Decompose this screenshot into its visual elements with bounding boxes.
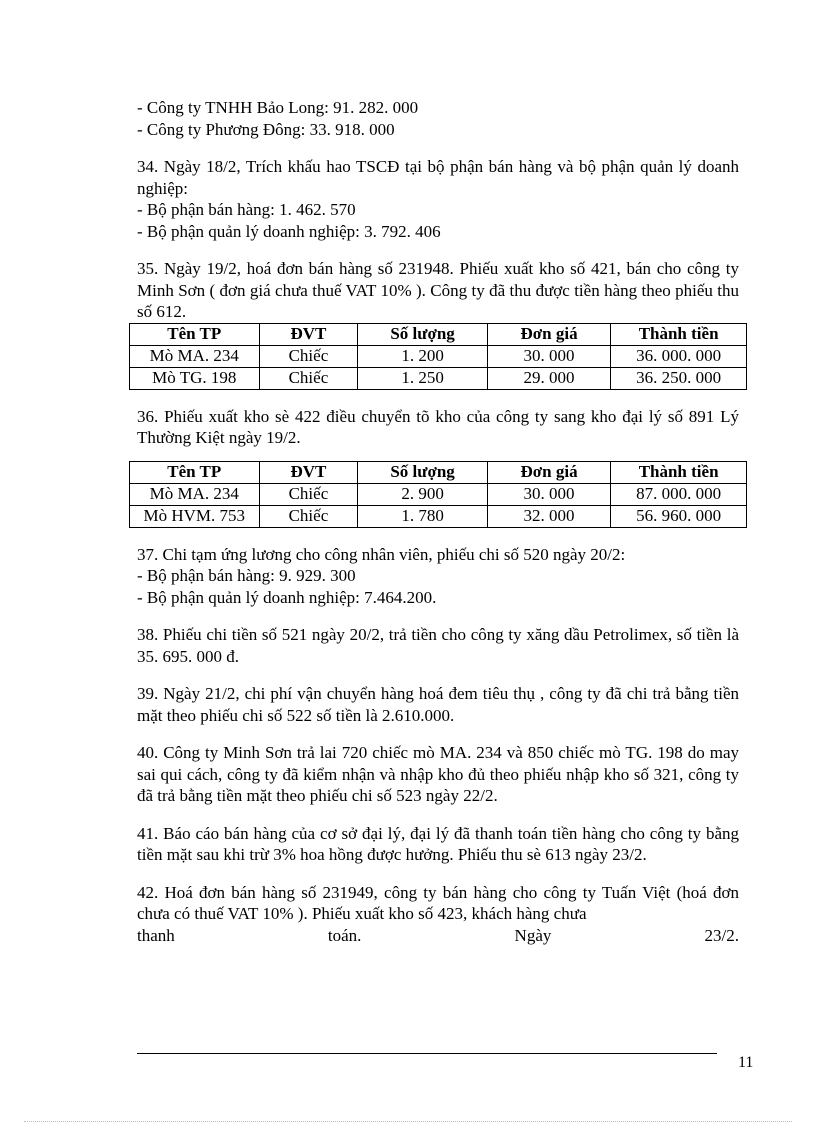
col-header: Thành tiền xyxy=(611,323,747,345)
table-cell: 1. 250 xyxy=(358,367,488,389)
list-line: - Bộ phận bán hàng: 9. 929. 300 xyxy=(137,566,356,585)
col-header: Đơn giá xyxy=(487,323,610,345)
item-38 xyxy=(137,624,739,667)
table-cell: 30. 000 xyxy=(487,483,610,505)
table-cell: Mò MA. 234 xyxy=(130,483,260,505)
item-text: 36. Phiếu xuất kho sè 422 điều chuyển tõ kho của công ty sang kho đại lý số 891 Lý Thường Kiệt ngày 19/2. xyxy=(137,406,739,447)
item-42 xyxy=(137,882,739,947)
item-text: 34. Ngày 18/2, Trích khấu hao TSCĐ tại bộ phận bán hàng và bộ phận quản lý doanh nghiệp: xyxy=(137,157,739,198)
item-text: 37. Chi tạm ứng lương cho công nhân viên, phiếu chi số 520 ngày 20/2: xyxy=(137,544,626,564)
list-line: - Bộ phận quản lý doanh nghiệp: 3. 792. 406 xyxy=(137,221,441,241)
list-line: - Công ty Phương Đông: 33. 918. 000 xyxy=(137,119,395,139)
item-35 xyxy=(137,258,739,323)
item-text: 41. Báo cáo bán hàng của cơ sở đại lý, đại lý đã thanh toán tiền hàng cho công ty bằng tiền mặt sau khi trừ 3% hoa hồng được hưởng. Phiếu thu sè 613 ngày 23/2. xyxy=(137,823,739,864)
item-last-line: thanh toán. Ngày 23/2. xyxy=(137,925,739,945)
footer-rule xyxy=(137,1053,717,1054)
table-cell: Mò HVM. 753 xyxy=(130,505,260,527)
company-debt-list xyxy=(137,97,739,140)
table-cell: 1. 200 xyxy=(358,345,488,367)
table-row xyxy=(130,345,747,367)
item-34 xyxy=(137,156,739,242)
table-header-row xyxy=(130,323,747,345)
col-header: Số lượng xyxy=(358,461,488,483)
item-text: 42. Hoá đơn bán hàng số 231949, công ty bán hàng cho công ty Tuấn Việt (hoá đơn chưa có thuế VAT 10% ). Phiếu xuất kho số 423, khách hàng chưa xyxy=(137,882,739,923)
page-edge xyxy=(24,1121,792,1122)
col-header: Đơn giá xyxy=(487,461,610,483)
table-cell: 32. 000 xyxy=(487,505,610,527)
table-cell: 30. 000 xyxy=(487,345,610,367)
list-line: - Bộ phận quản lý doanh nghiệp: 7.464.200. xyxy=(137,587,437,607)
table-cell: 36. 000. 000 xyxy=(611,345,747,367)
table-cell: 29. 000 xyxy=(487,367,610,389)
table-row xyxy=(130,367,747,389)
table-cell: Mò TG. 198 xyxy=(130,367,260,389)
table-cell: Chiếc xyxy=(259,345,358,367)
table-cell: Chiếc xyxy=(259,505,358,527)
table-cell: Chiếc xyxy=(259,367,358,389)
item-40 xyxy=(137,742,739,807)
col-header: Tên TP xyxy=(130,461,260,483)
item-text: 39. Ngày 21/2, chi phí vận chuyển hàng hoá đem tiêu thụ , công ty đã chi trả bằng tiền mặt theo phiếu chi số 522 số tiền là 2.610.000. xyxy=(137,684,739,725)
items-table-36 xyxy=(129,461,747,528)
item-text: 35. Ngày 19/2, hoá đơn bán hàng số 231948. Phiếu xuất kho số 421, bán cho công ty Minh Sơn ( đơn giá chưa thuế VAT 10% ). Công ty đã thu được tiền hàng theo phiếu thu số 612. xyxy=(137,259,739,321)
item-36 xyxy=(137,406,739,449)
table-cell: 2. 900 xyxy=(358,483,488,505)
page-number: 11 xyxy=(738,1054,754,1071)
table-cell: Mò MA. 234 xyxy=(130,345,260,367)
page-content xyxy=(137,97,739,946)
table-cell: Chiếc xyxy=(259,483,358,505)
col-header: ĐVT xyxy=(259,323,358,345)
table-row xyxy=(130,483,747,505)
col-header: Số lượng xyxy=(358,323,488,345)
col-header: Tên TP xyxy=(130,323,260,345)
table-cell: 36. 250. 000 xyxy=(611,367,747,389)
col-header: ĐVT xyxy=(259,461,358,483)
list-line: - Bộ phận bán hàng: 1. 462. 570 xyxy=(137,200,356,219)
item-37 xyxy=(137,544,739,609)
item-text: 38. Phiếu chi tiền số 521 ngày 20/2, trả tiền cho công ty xăng dầu Petrolimex, số tiền là 35. 695. 000 đ. xyxy=(137,625,739,666)
table-cell: 1. 780 xyxy=(358,505,488,527)
table-cell: 56. 960. 000 xyxy=(611,505,747,527)
list-line: - Công ty TNHH Bảo Long: 91. 282. 000 xyxy=(137,98,419,117)
table-cell: 87. 000. 000 xyxy=(611,483,747,505)
item-41 xyxy=(137,823,739,866)
items-table-35 xyxy=(129,323,747,390)
table-row xyxy=(130,505,747,527)
col-header: Thành tiền xyxy=(611,461,747,483)
item-text: 40. Công ty Minh Sơn trả lai 720 chiếc mò MA. 234 và 850 chiếc mò TG. 198 do may sai qui cách, công ty đã kiểm nhận và nhập kho đủ theo phiếu nhập kho số 321, công ty đã trả bằng tiền mặt theo phiếu chi số 523 ngày 22/2. xyxy=(137,743,739,805)
table-header-row xyxy=(130,461,747,483)
item-39 xyxy=(137,683,739,726)
